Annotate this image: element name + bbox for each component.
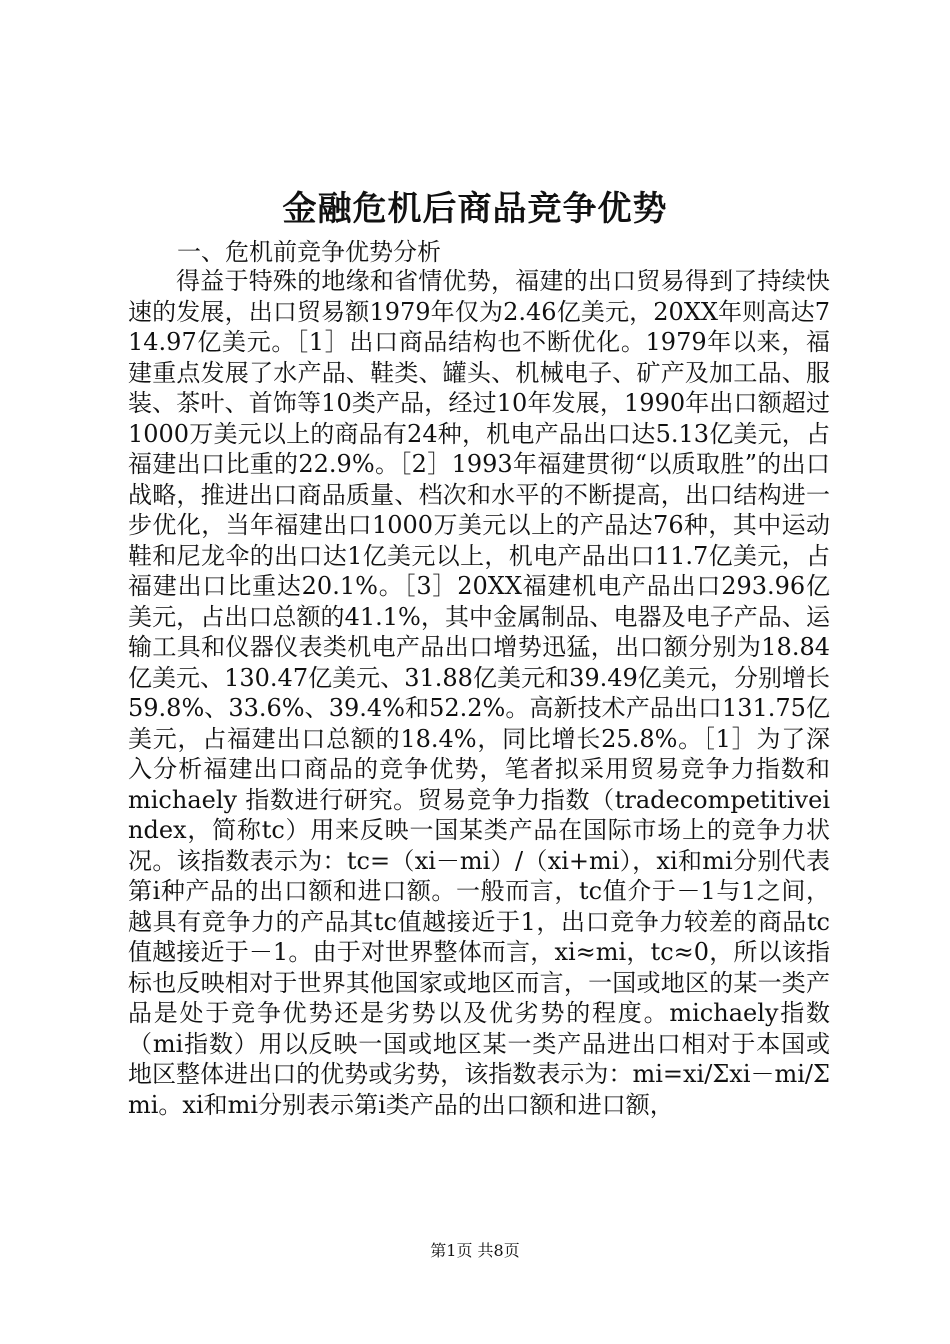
- page-footer: 第1页 共8页: [430, 1241, 520, 1260]
- document-title: 金融危机后商品竞争优势: [282, 189, 668, 229]
- section-heading: 一、危机前竞争优势分析: [177, 238, 441, 266]
- body-paragraph: 得益于特殊的地缘和省情优势，福建的出口贸易得到了持续快速的发展，出口贸易额1979年仅为2.46亿美元，20XX年则高达714.97亿美元。［1］出口商品结构也不断优化。1979年以来，福建重点发展了水产品、鞋类、罐头、机械电子、矿产及加工品、服装、茶叶、首饰等10类产品，经过10年发展，1990年出口额超过1000万美元以上的商品有24种，机电产品出口达5.13亿美元，占福建出口比重的22.9%。［2］1993年福建贯彻“以质取胜”的出口战略，推进出口商品质量、档次和水平的不断提高，出口结构进一步优化，当年福建出口1000万美元以上的产品达76种，其中运动鞋和尼龙伞的出口达1亿美元以上，机电产品出口11.7亿美元，占福建出口比重达20.1%。［3］20XX福建机电产品出口293.96亿美元，占出口总额的41.1%，其中金属制品、电器及电子产品、运输工具和仪器仪表类机电产品出口增势迅猛，出口额分别为18.84亿美元、130.47亿美元、31.88亿美元和39.49亿美元，分别增长59.8%、33.6%、39.4%和52.2%。高新技术产品出口131.75亿美元，占福建出口总额的18.4%，同比增长25.8%。［1］为了深入分析福建出口商品的竞争优势，笔者拟采用贸易竞争力指数和 michaely 指数进行研究。贸易竞争力指数（tradecompetitiveindex，简称tc）用来反映一国某类产品在国际市场上的竞争力状况。该指数表示为：tc=（xi－mi）/（xi+mi），xi和mi分别代表第i种产品的出口额和进口额。一般而言，tc值介于－1与1之间，越具有竞争力的产品其tc值越接近于1，出口竞争力较差的商品tc值越接近于－1。由于对世界整体而言，xi≈mi，tc≈0，所以该指标也反映相对于世界其他国家或地区而言，一国或地区的某一类产品是处于竞争优势还是劣势以及优劣势的程度。michaely指数（mi指数）用以反映一国或地区某一类产品进出口相对于本国或地区整体进出口的优势或劣势，该指数表示为：mi=xi/Σxi－mi/Σmi。xi和mi分别表示第i类产品的出口额和进口额，: [128, 267, 830, 1119]
